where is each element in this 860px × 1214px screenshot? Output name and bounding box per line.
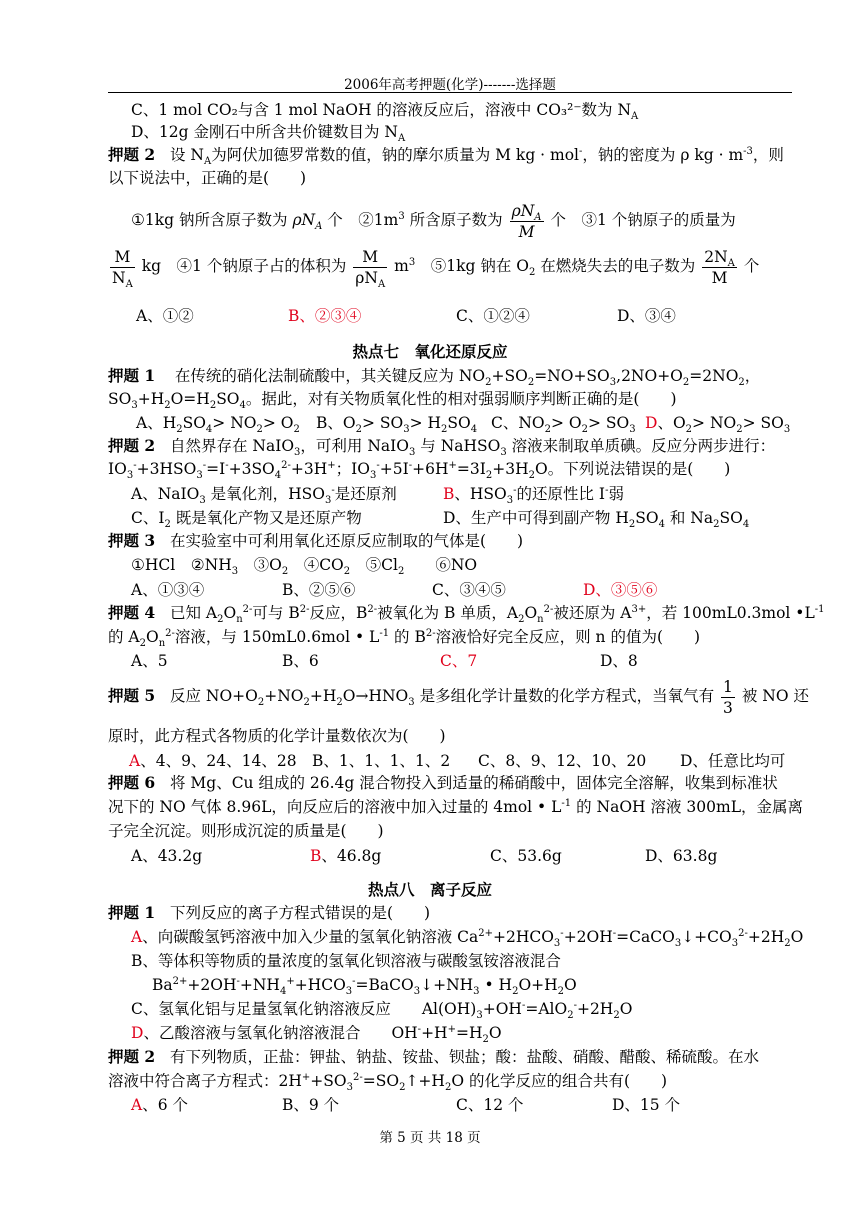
choice-b: B、等体积等物质的量浓度的氢氧化钡溶液与碳酸氢铵溶液混合 (131, 952, 561, 970)
problem-2-statements-2: $\frac{M}{N_A}$ kg ④1 个钠原子占的体积为 $\frac{M}{\rho N_A}$ $m^3$ ⑤1kg 钠在 $O_2$ 在燃烧失去的电子数为 $\frac{2N_A}{M}$ 个 (112, 247, 760, 290)
choice-d: D、8 (600, 652, 638, 670)
option-c-line: C、1 mol CO₂与含 1 mol NaOH 的溶液反应后，溶液中 CO₃²⁻数为 $N_A$ (131, 101, 639, 123)
problem-2-stem (108, 145, 784, 168)
choice-a: A、5 (131, 652, 168, 670)
choice-c: C、12 个 (456, 1096, 524, 1114)
r2-stem: 押题 2 有下列物质，正盐：钾盐、钠盐、铵盐、钡盐；酸：盐酸、硝酸、醋酸、稀硫酸。在水 (108, 1047, 759, 1066)
choice-b: B、$HSO_3^-$的还原性比 I-弱 (443, 484, 624, 507)
fraction: $\frac{M}{\rho N_A}$ (355, 247, 386, 290)
r2-stem-2: 溶液中符合离子方程式：$2H^++SO_3^{2-}=SO_2↑+H_2O$ 的化学反应的组合共有( ) (108, 1071, 668, 1094)
q5-stem-2: 原时，此方程式各物质的化学计量数依次为( ) (108, 727, 446, 745)
q1-stem: 押题 1 在传统的硝化法制硫酸中，其关键反应为 $NO_2+SO_2=NO+SO_3,2NO+O_2=2NO_2$， (108, 366, 761, 389)
q6-stem-3: 子完全沉淀。则形成沉淀的质量是( ) (108, 822, 384, 840)
choice-c: C、③④⑤ (432, 581, 506, 599)
problem-2-statements-1: ①1kg 钠所含原子数为 $\rho N_A$ 个 $②1m^3$ 所含原子数为 $\frac{\rho N_A}{M}$ 个 ③1 个钠原子的质量为 (131, 201, 736, 241)
choice-d: D、任意比均可 (680, 752, 786, 770)
choice-d: D、③⑤⑥ (583, 581, 658, 599)
choice-d: D、15 个 (612, 1096, 681, 1114)
fraction: $\frac{\rho N_A}{M}$ (511, 201, 542, 241)
q6-stem: 押题 6 将 Mg、Cu 组成的 26.4g 混合物投入到适量的稀硝酸中，固体完全溶解，收集到标准状 (108, 773, 778, 792)
choice-c: C、①②④ (456, 307, 530, 325)
choice-b: B、9 个 (282, 1096, 340, 1114)
r1-stem: 押题 1 下列反应的离子方程式错误的是( ) (108, 903, 431, 922)
problem-2-stem-2: 以下说法中，正确的是( ) (108, 169, 307, 187)
choice-d: D、乙酸溶液与氢氧化钠溶液混合 $OH^-+H^+=H_2O$ (131, 1023, 502, 1046)
page-header: 2006年高考押题(化学)-------选择题 (344, 77, 556, 93)
choice-b: B、②⑤⑥ (282, 581, 356, 599)
q2-stem: 押题 2 自然界存在 NaIO$_3$，可利用 NaIO$_3$ 与 NaHSO$_3$ 溶液来制取单质碘。反应分两步进行： (108, 436, 776, 459)
q3-stem: 押题 3 在实验室中可利用氧化还原反应制取的气体是( ) (108, 531, 524, 550)
fraction: $\frac{M}{N_A}$ (112, 247, 133, 290)
choice-b: B、6 (282, 652, 319, 670)
choice-a: A、NaIO$_3$ 是氧化剂，$HSO_3^-$是还原剂 (131, 484, 397, 507)
q4-stem: 押题 4 已知 $A_2O_n^{2-}$可与 $B^{2-}$反应，$B^{2-}$被氧化为 B 单质，$A_2O_n^{2-}$被还原为 $A^{3+}$，若 100mL0.3mol $•L^{-1}$ (108, 603, 825, 626)
section-heading-8: 热点八 离子反应 (367, 880, 492, 899)
problem-label: 押题 2 (108, 145, 156, 164)
choice-b: B、1、1、1、1、2 (312, 752, 451, 770)
choice-b: B、46.8g (310, 847, 382, 865)
choice-a: A、$H_2SO_4> NO_2> O_2$ (136, 414, 300, 436)
fraction: $\frac{1}{3}$ (723, 677, 733, 717)
choice-c: C、7 (440, 652, 478, 670)
problem-text: 设 $N_A$为阿伏加德罗常数的值，钠的摩尔质量为 M kg · mol-，钠的密度为 ρ kg · $m^{-3}$，则 (169, 145, 784, 168)
choice-c: C、$I_2$ 既是氧化产物又是还原产物 (131, 509, 362, 531)
q5-stem: 押题 5 反应 $NO+O_2+NO_2+H_2O\to HNO_3$ 是多组化学计量数的化学方程式，当氧气有 $\frac{1}{3}$ 被 NO 还 (108, 677, 809, 717)
choice-a: A、①③④ (131, 581, 205, 599)
q6-stem-2: 况下的 NO 气体 8.96L，向反应后的溶液中加入过量的 4mol • $L^{-1}$ 的 NaOH 溶液 300mL，金属离 (108, 797, 803, 816)
q2-stem-2: $IO_3^-+3HSO_3^-=I^-+3SO_4^{2-}+3H^+$；$IO_3^-+5I^-+6H^+=3I_2+3H_2O$。下列说法错误的是( ) (108, 459, 731, 482)
choice-c: C、氢氧化铝与足量氢氧化钠溶液反应 $Al(OH)_3+OH^-=AlO_2^-+2H_2O$ (131, 999, 633, 1022)
choice-d: D、生产中可得到副产物 $H_2SO_4$ 和 $Na_2SO_4$ (443, 509, 750, 531)
choice-d: D、③④ (617, 307, 676, 325)
q4-stem-2: 的 $A_2O_n^{2-}$溶液，与 150mL0.6mol • $L^{-1}$ 的 $B^{2-}$溶液恰好完全反应，则 n 的值为( ) (108, 627, 701, 650)
choice-a: A、①② (136, 307, 194, 325)
choice-a: A、6 个 (131, 1096, 188, 1114)
choice-a: A、向碳酸氢钙溶液中加入少量的氢氧化钠溶液 $Ca^{2+}+2HCO_3^-+2OH^-=CaCO_3↓+CO_3^{2-}+2H_2O$ (131, 927, 804, 950)
header-rule (108, 92, 792, 93)
choice-b: B、②③④ (288, 307, 362, 325)
option-d-line: D、12g 金刚石中所含共价键数目为 $N_A$ (131, 123, 406, 145)
section-heading-7: 热点七 氧化还原反应 (352, 342, 508, 361)
q1-stem-2: $SO_3+H_2O=H_2SO_4$。据此，对有关物质氧化性的相对强弱顺序判断正确的是( ) (108, 390, 677, 412)
choice-b: B、$O_2> SO_3> H_2SO_4$ (316, 414, 478, 436)
page-footer: 第 5 页 共 18 页 (379, 1130, 481, 1146)
q3-items: ①HCl $②NH_3$ $③O_2$ $④CO_2$ $⑤Cl_2$ ⑥NO (131, 556, 478, 578)
choice-a: A、43.2g (131, 847, 203, 865)
choice-b-equation: $Ba^{2+}+2OH^-+NH_4^++HCO_3^-=BaCO_3↓+NH_3$ • $H_2O+H_2O$ (152, 975, 577, 998)
choice-d: D、$O_2> NO_2> SO_3$ (645, 414, 791, 436)
choice-c: C、$NO_2> O_2> SO_3$ (491, 414, 636, 436)
choice-a: A、4、9、24、14、28 (129, 752, 297, 770)
choice-c: C、8、9、12、10、20 (478, 752, 647, 770)
choice-c: C、53.6g (490, 847, 562, 865)
choice-d: D、63.8g (645, 847, 718, 865)
fraction: $\frac{2N_A}{M}$ (704, 247, 735, 287)
